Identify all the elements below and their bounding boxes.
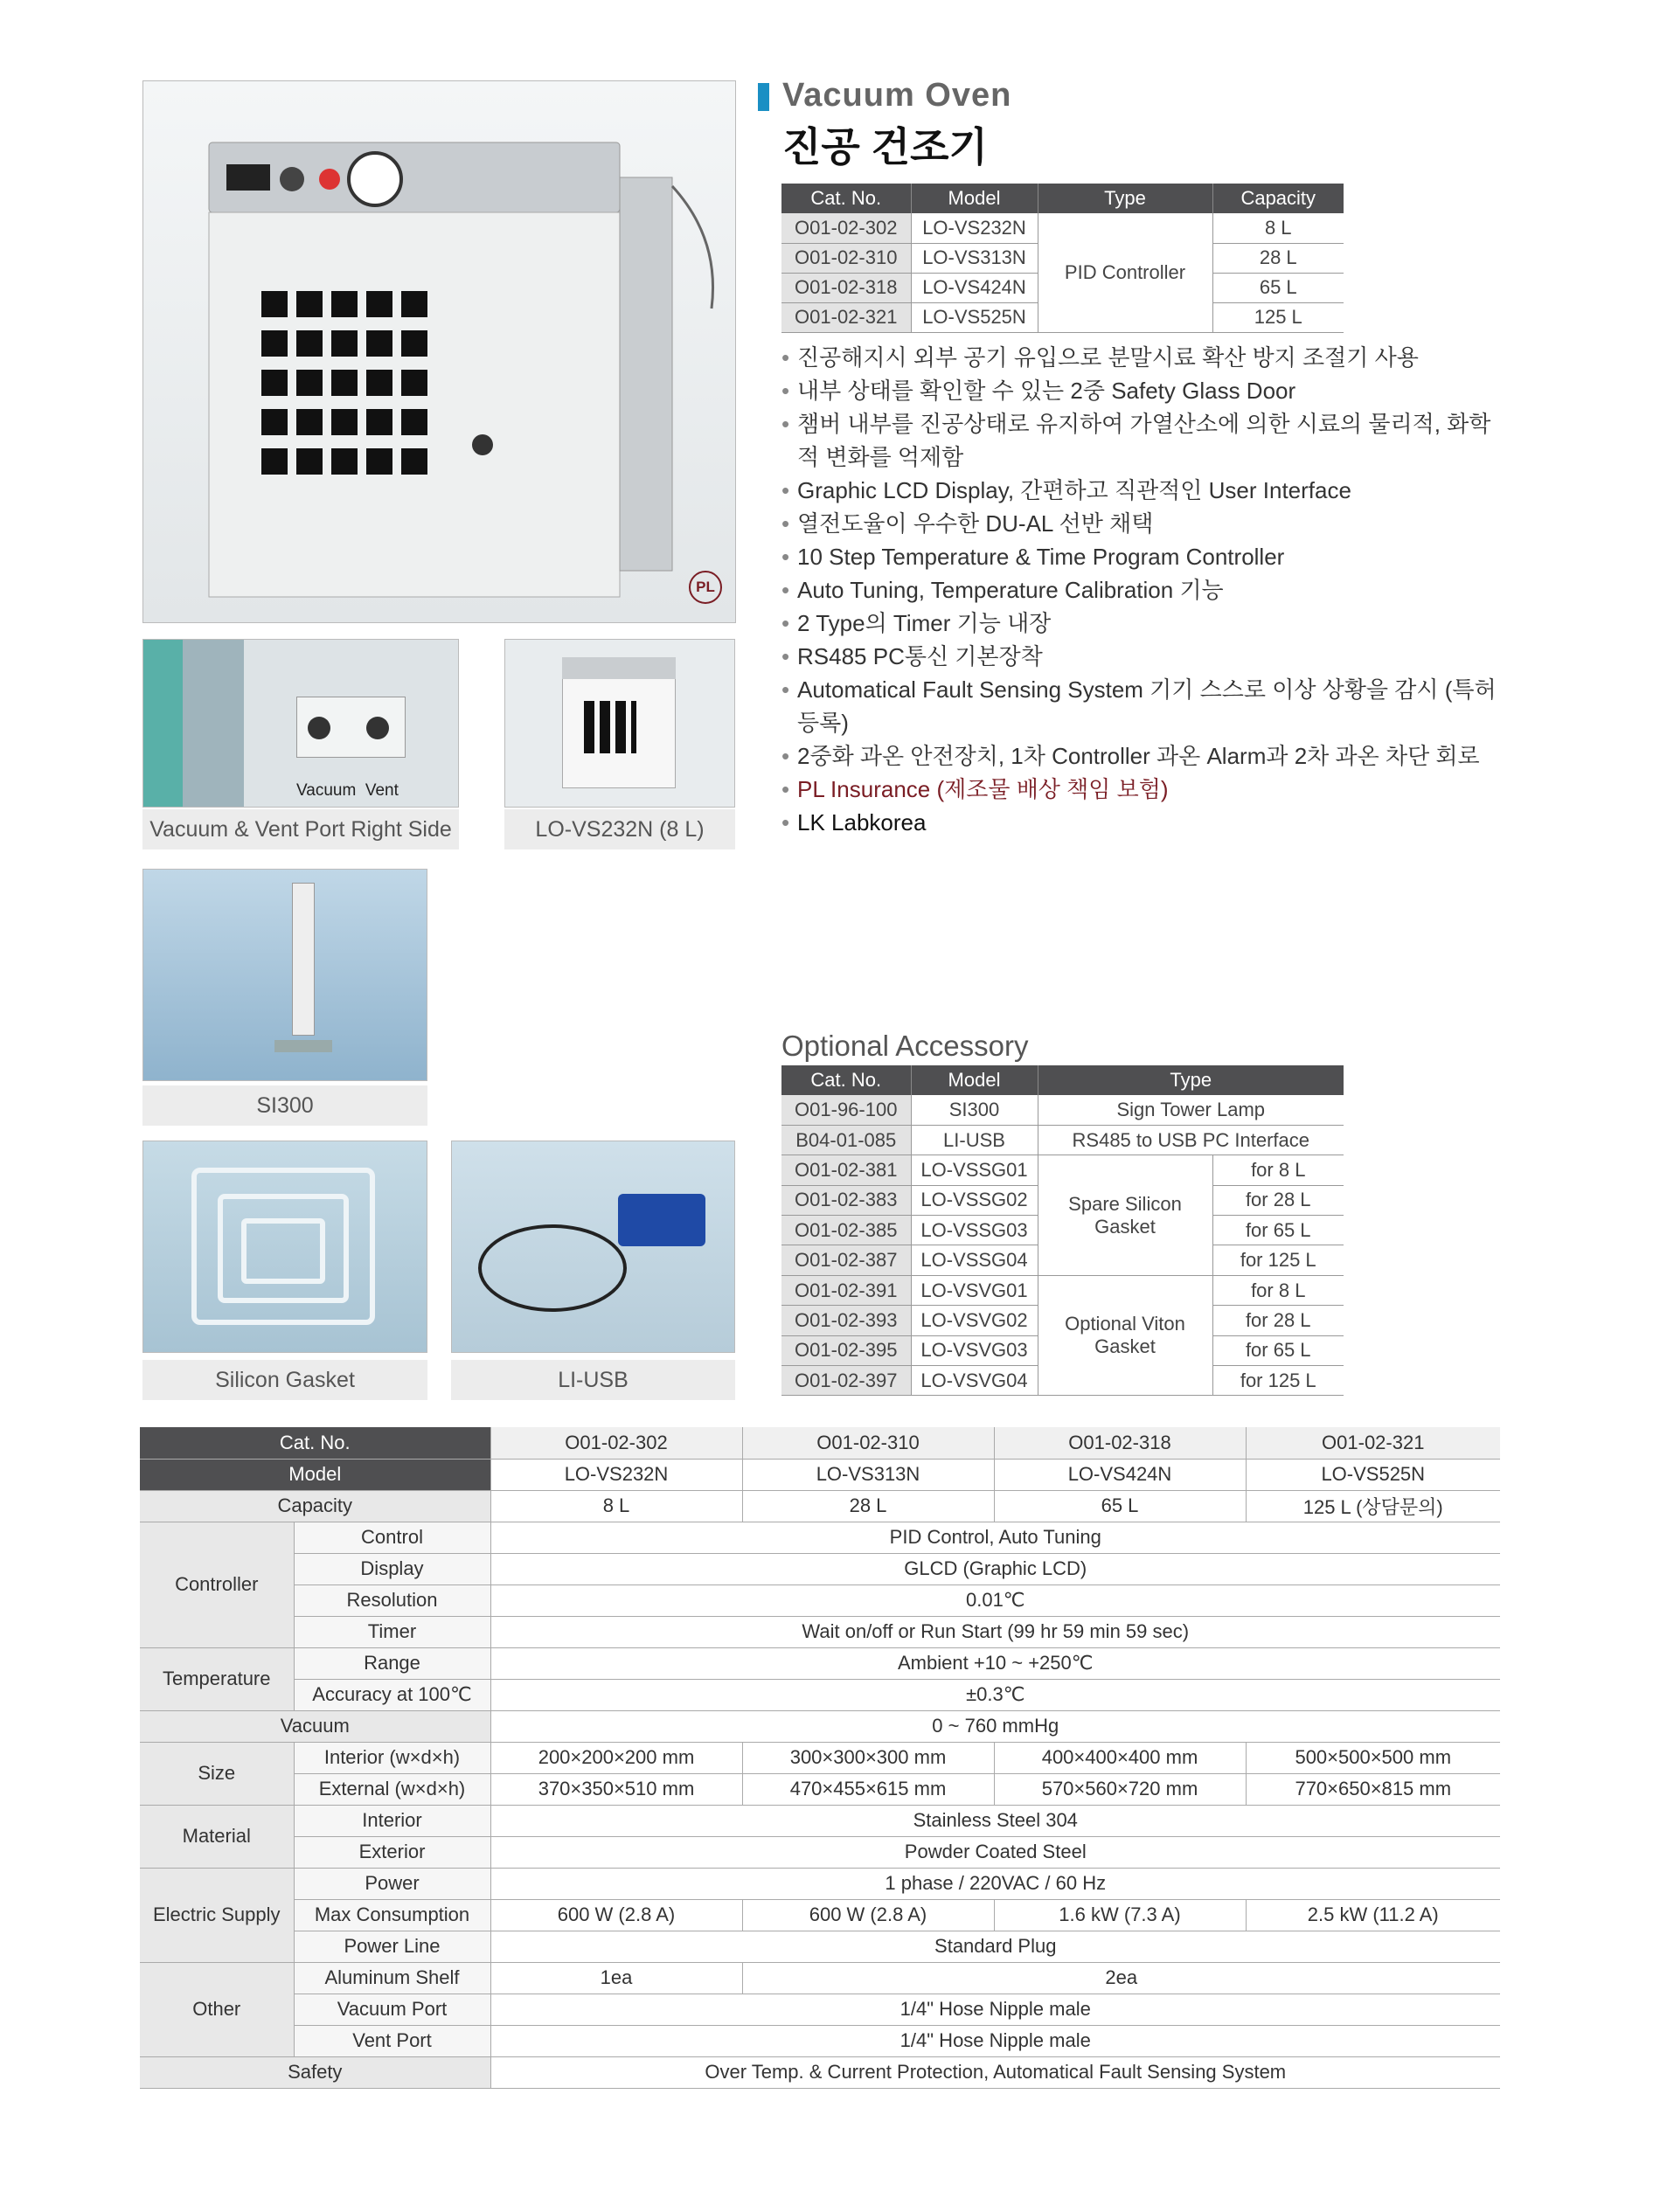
spec-label: Interior (w×d×h): [294, 1742, 490, 1773]
spec-label: Max Consumption: [294, 1899, 490, 1931]
table-row: [140, 1427, 1500, 1459]
cat-no: O01-02-383: [781, 1185, 911, 1215]
table-cell: 500×500×500 mm: [1246, 1742, 1500, 1773]
table-row: [140, 1490, 1500, 1522]
table-cell: O01-02-318: [994, 1427, 1246, 1459]
table-cell: 28 L: [742, 1490, 994, 1522]
table-cell: Over Temp. & Current Protection, Automatical Fault Sensing System: [490, 2056, 1500, 2088]
list-item: • 2 Type의 Timer 기능 내장: [781, 607, 1507, 640]
model: LO-VS424N: [911, 273, 1038, 302]
accessory-table: [781, 1065, 1344, 1396]
table-row: [140, 1931, 1500, 1962]
table-row: [140, 1616, 1500, 1647]
size: for 8 L: [1212, 1155, 1344, 1185]
list-item: • Automatical Fault Sensing System 기기 스스로 이상 상황을 감시 (특허 등록): [781, 673, 1507, 739]
col-capacity: Capacity: [1212, 184, 1344, 213]
table-cell: LO-VS232N: [490, 1459, 742, 1490]
model: LO-VSVG04: [911, 1366, 1038, 1396]
capacity: 65 L: [1212, 273, 1344, 302]
spec-group-label: Controller: [140, 1522, 294, 1647]
vacuum-vent-caption: Vacuum & Vent Port Right Side: [142, 809, 459, 849]
spec-label: Range: [294, 1647, 490, 1679]
table-cell: 400×400×400 mm: [994, 1742, 1246, 1773]
cat-no: O01-02-381: [781, 1155, 911, 1185]
list-item: • 10 Step Temperature & Time Program Controller: [781, 540, 1507, 573]
type: PID Controller: [1038, 213, 1212, 332]
table-row: [781, 213, 1344, 243]
list-item: • 내부 상태를 확인할 수 있는 2중 Safety Glass Door: [781, 374, 1507, 407]
spec-label: Cat. No.: [140, 1427, 490, 1459]
table-cell: 600 W (2.8 A): [742, 1899, 994, 1931]
table-cell: O01-02-321: [1246, 1427, 1500, 1459]
table-cell: Wait on/off or Run Start (99 hr 59 min 59 sec): [490, 1616, 1500, 1647]
type: RS485 to USB PC Interface: [1038, 1125, 1344, 1155]
size: for 125 L: [1212, 1366, 1344, 1396]
table-row: [140, 1805, 1500, 1836]
table-cell: ±0.3℃: [490, 1679, 1500, 1710]
list-item: • PL Insurance (제조물 배상 책임 보험): [781, 773, 1507, 806]
spec-group-label: Other: [140, 1962, 294, 2056]
table-cell: 65 L: [994, 1490, 1246, 1522]
table-row: [140, 1522, 1500, 1553]
table-cell: GLCD (Graphic LCD): [490, 1553, 1500, 1584]
vacuum-oven-illustration: [143, 81, 736, 623]
table-cell: 8 L: [490, 1490, 742, 1522]
col-cat-no: Cat. No.: [781, 1065, 911, 1095]
spec-group-label: Temperature: [140, 1647, 294, 1710]
si300-caption: SI300: [142, 1085, 427, 1126]
model: SI300: [911, 1095, 1038, 1125]
table-cell: 570×560×720 mm: [994, 1773, 1246, 1805]
spec-group-label: Size: [140, 1742, 294, 1805]
lo-vs232n-caption: LO-VS232N (8 L): [504, 809, 735, 849]
table-cell: Powder Coated Steel: [490, 1836, 1500, 1868]
table-row: [140, 2025, 1500, 2056]
list-item: • Graphic LCD Display, 간편하고 직관적인 User Interface: [781, 474, 1507, 507]
model: LO-VSSG01: [911, 1155, 1038, 1185]
vacuum-vent-port-photo: [142, 639, 459, 808]
table-cell: LO-VS424N: [994, 1459, 1246, 1490]
model: LO-VSVG01: [911, 1275, 1038, 1305]
spec-label: Capacity: [140, 1490, 490, 1522]
cat-no: O01-02-321: [781, 302, 911, 332]
spec-label: Accuracy at 100℃: [294, 1679, 490, 1710]
port-overlay-label: Vacuum Vent: [296, 781, 399, 800]
table-cell: O01-02-310: [742, 1427, 994, 1459]
type: Sign Tower Lamp: [1038, 1095, 1344, 1125]
spec-label: Vacuum Port: [294, 1994, 490, 2025]
capacity: 28 L: [1212, 243, 1344, 273]
model: LO-VSSG03: [911, 1216, 1038, 1245]
table-cell: 0 ~ 760 mmHg: [490, 1710, 1500, 1742]
table-cell: Stainless Steel 304: [490, 1805, 1500, 1836]
table-row: [781, 1275, 1344, 1305]
cat-no: O01-02-387: [781, 1245, 911, 1275]
table-cell: 0.01℃: [490, 1584, 1500, 1616]
capacity: 125 L: [1212, 302, 1344, 332]
cat-no: O01-02-393: [781, 1306, 911, 1335]
viton-group-label: Optional Viton Gasket: [1065, 1313, 1185, 1358]
table-cell: 770×650×815 mm: [1246, 1773, 1500, 1805]
table-row: [781, 1095, 1344, 1125]
table-cell: O01-02-302: [490, 1427, 742, 1459]
si300-photo: [142, 869, 427, 1081]
spec-label: Model: [140, 1459, 490, 1490]
table-row: [140, 1459, 1500, 1490]
table-cell: LO-VS525N: [1246, 1459, 1500, 1490]
table-row: [140, 1647, 1500, 1679]
model: LO-VS232N: [911, 213, 1038, 243]
table-cell: 1ea: [490, 1962, 742, 1994]
spec-label: Control: [294, 1522, 490, 1553]
page-title-ko: 진공 건조기: [782, 124, 988, 170]
lo-vs232n-photo: [504, 639, 735, 808]
table-cell: 1 phase / 220VAC / 60 Hz: [490, 1868, 1500, 1899]
table-row: [140, 2056, 1500, 2088]
table-row: [140, 1710, 1500, 1742]
cat-no: O01-96-100: [781, 1095, 911, 1125]
cat-no: O01-02-302: [781, 213, 911, 243]
table-cell: 1/4" Hose Nipple male: [490, 1994, 1500, 2025]
accessory-title: Optional Accessory: [781, 1030, 1029, 1062]
models-table: [781, 184, 1344, 333]
spec-label: Safety: [140, 2056, 490, 2088]
table-cell: 300×300×300 mm: [742, 1742, 994, 1773]
table-cell: 600 W (2.8 A): [490, 1899, 742, 1931]
cat-no: O01-02-385: [781, 1216, 911, 1245]
cat-no: O01-02-397: [781, 1366, 911, 1396]
table-row: [140, 1836, 1500, 1868]
spec-group-label: Electric Supply: [140, 1868, 294, 1962]
table-cell: 200×200×200 mm: [490, 1742, 742, 1773]
spec-group-label: Material: [140, 1805, 294, 1868]
size: for 65 L: [1212, 1335, 1344, 1365]
cat-no: O01-02-395: [781, 1335, 911, 1365]
spec-label: Aluminum Shelf: [294, 1962, 490, 1994]
table-cell: 470×455×615 mm: [742, 1773, 994, 1805]
table-cell: 2.5 kW (11.2 A): [1246, 1899, 1500, 1931]
silicon-gasket-caption: Silicon Gasket: [142, 1360, 427, 1400]
model: LO-VSVG03: [911, 1335, 1038, 1365]
spec-label: Interior: [294, 1805, 490, 1836]
list-item: • RS485 PC통신 기본장착: [781, 640, 1507, 673]
list-item: • Auto Tuning, Temperature Calibration 기능: [781, 573, 1507, 607]
model: LO-VS525N: [911, 302, 1038, 332]
col-type: Type: [1038, 184, 1212, 213]
cat-no: B04-01-085: [781, 1125, 911, 1155]
type: [1038, 1275, 1212, 1396]
spec-label: Power Line: [294, 1931, 490, 1962]
type: Spare Silicon Gasket: [1038, 1155, 1212, 1276]
table-cell: LO-VS313N: [742, 1459, 994, 1490]
table-cell: PID Control, Auto Tuning: [490, 1522, 1500, 1553]
spec-label: External (w×d×h): [294, 1773, 490, 1805]
table-row: [781, 1125, 1344, 1155]
spec-label: Vacuum: [140, 1710, 490, 1742]
list-item: • 열전도율이 우수한 DU-AL 선반 채택: [781, 507, 1507, 540]
table-row: [140, 1899, 1500, 1931]
table-row: [781, 1155, 1344, 1185]
cat-no: O01-02-318: [781, 273, 911, 302]
spec-label: Resolution: [294, 1584, 490, 1616]
main-product-photo: [142, 80, 736, 623]
size: for 8 L: [1212, 1275, 1344, 1305]
col-model: Model: [911, 1065, 1038, 1095]
model: LO-VSVG02: [911, 1306, 1038, 1335]
feature-list: [781, 341, 1507, 839]
title-accent-bar: [758, 83, 769, 111]
model: LO-VS313N: [911, 243, 1038, 273]
page-title-en: Vacuum Oven: [782, 77, 1012, 114]
table-row: [140, 1553, 1500, 1584]
table-row: [140, 1679, 1500, 1710]
pl-badge: PL: [689, 571, 722, 604]
model: LO-VSSG02: [911, 1185, 1038, 1215]
table-cell: Standard Plug: [490, 1931, 1500, 1962]
size: for 28 L: [1212, 1185, 1344, 1215]
spec-label: Timer: [294, 1616, 490, 1647]
model: LO-VSSG04: [911, 1245, 1038, 1275]
table-cell: 1.6 kW (7.3 A): [994, 1899, 1246, 1931]
li-usb-caption: LI-USB: [451, 1360, 735, 1400]
size: for 28 L: [1212, 1306, 1344, 1335]
size: for 65 L: [1212, 1216, 1344, 1245]
table-cell: Ambient +10 ~ +250℃: [490, 1647, 1500, 1679]
table-row: [140, 1994, 1500, 2025]
table-cell: 370×350×510 mm: [490, 1773, 742, 1805]
list-item: • 2중화 과온 안전장치, 1차 Controller 과온 Alarm과 2차 과온 차단 회로: [781, 739, 1507, 773]
table-row: [140, 1742, 1500, 1773]
model: LI-USB: [911, 1125, 1038, 1155]
table-cell: 125 L (상담문의): [1246, 1490, 1500, 1522]
table-row: [140, 1868, 1500, 1899]
list-item: • 진공해지시 외부 공기 유입으로 분말시료 확산 방지 조절기 사용: [781, 341, 1507, 374]
spec-label: Vent Port: [294, 2025, 490, 2056]
table-row: [140, 1773, 1500, 1805]
spec-label: Display: [294, 1553, 490, 1584]
table-cell: 1/4" Hose Nipple male: [490, 2025, 1500, 2056]
cat-no: O01-02-391: [781, 1275, 911, 1305]
spec-label: Exterior: [294, 1836, 490, 1868]
size: for 125 L: [1212, 1245, 1344, 1275]
li-usb-photo: [451, 1141, 735, 1353]
col-type: Type: [1038, 1065, 1344, 1095]
table-cell: 2ea: [742, 1962, 1500, 1994]
capacity: 8 L: [1212, 213, 1344, 243]
list-item: • 챔버 내부를 진공상태로 유지하여 가열산소에 의한 시료의 물리적, 화학적 변화를 억제함: [781, 407, 1507, 474]
list-item: • LK Labkorea: [781, 806, 1507, 839]
spec-table: [140, 1427, 1500, 2089]
col-model: Model: [911, 184, 1038, 213]
silicon-gasket-photo: [142, 1141, 427, 1353]
col-cat-no: Cat. No.: [781, 184, 911, 213]
table-row: [140, 1962, 1500, 1994]
cat-no: O01-02-310: [781, 243, 911, 273]
spec-label: Power: [294, 1868, 490, 1899]
table-row: [140, 1584, 1500, 1616]
